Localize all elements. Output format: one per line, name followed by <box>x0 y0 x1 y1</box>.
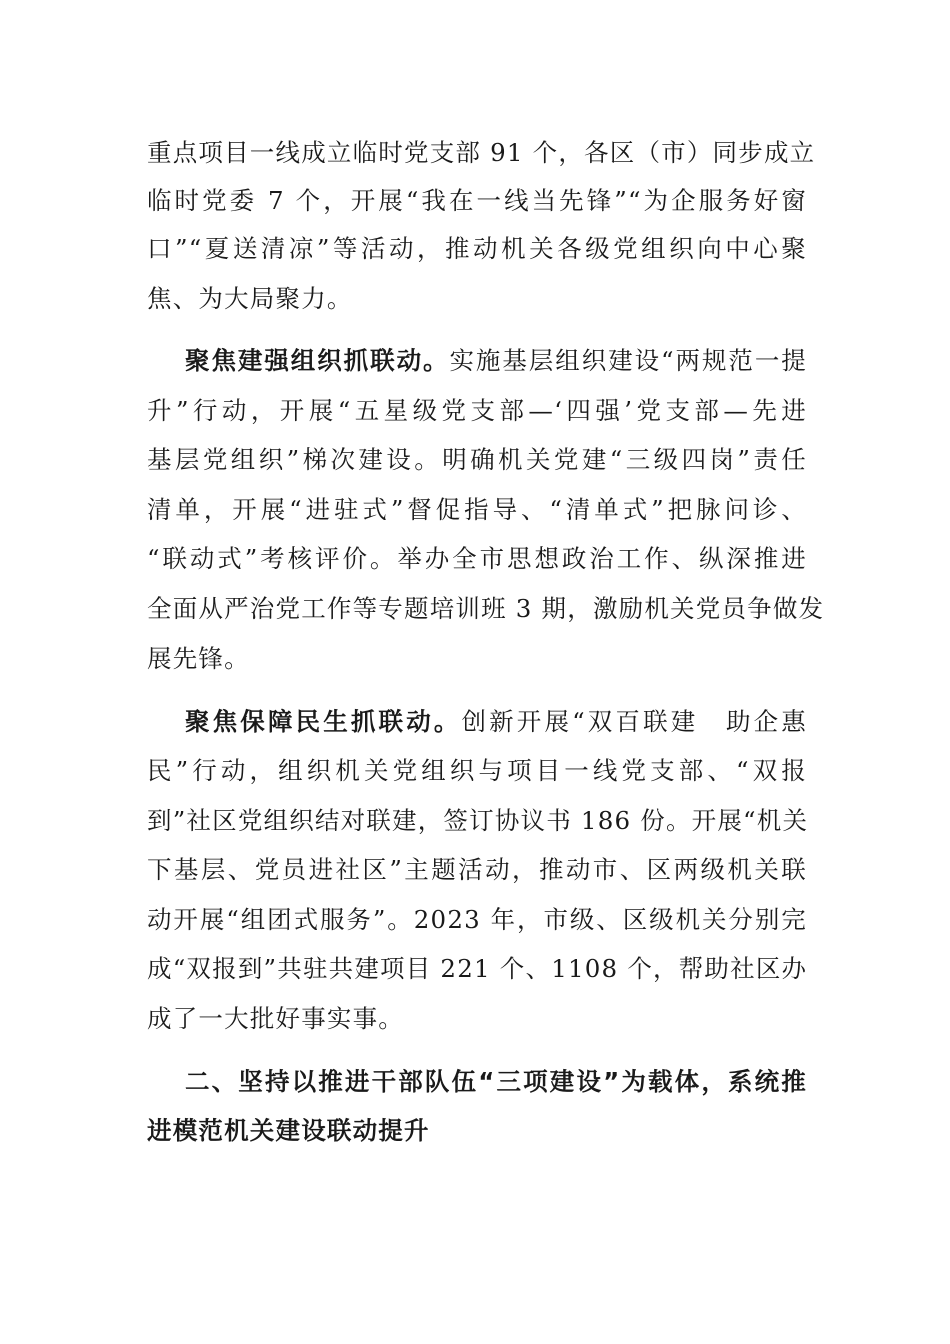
paragraph-line: 升”行动，开展“五星级党支部—‘四强’党支部—先进 <box>147 396 807 425</box>
paragraph-text: 实施基层组织建设“两规范一提 <box>449 346 807 375</box>
paragraph-line: 全面从严治党工作等专题培训班 3 期，激励机关党员争做发 <box>147 594 825 623</box>
paragraph-line: 清单，开展“进驻式”督促指导、“清单式”把脉问诊、 <box>147 495 807 524</box>
paragraph-line: 临时党委 7 个，开展“我在一线当先锋”“为企服务好窗 <box>147 186 807 215</box>
paragraph-lead: 聚焦建强组织抓联动。 <box>185 346 450 375</box>
paragraph-text: 创新开展“双百联建 助企惠 <box>461 707 808 736</box>
paragraph-line: 展先锋。 <box>147 644 250 673</box>
paragraph-line: 民”行动，组织机关党组织与项目一线党支部、“双报 <box>147 756 807 785</box>
paragraph-line: 基层党组织”梯次建设。明确机关党建“三级四岗”责任 <box>147 445 807 474</box>
paragraph-line: 成“双报到”共驻共建项目 221 个、1108 个，帮助社区办 <box>147 954 808 983</box>
paragraph-line: 重点项目一线成立临时党支部 91 个，各区（市）同步成立 <box>147 138 816 167</box>
paragraph-line: 到”社区党组织结对联建，签订协议书 186 份。开展“机关 <box>147 806 809 835</box>
section-heading: 进模范机关建设联动提升 <box>147 1116 430 1145</box>
paragraph-first-line <box>147 344 807 378</box>
paragraph-line: 口”“夏送清凉”等活动，推动机关各级党组织向中心聚 <box>147 234 807 263</box>
paragraph-line: 动开展“组团式服务”。2023 年，市级、区级机关分别完 <box>147 905 807 934</box>
section-heading: 二、坚持以推进干部队伍“三项建设”为载体，系统推 <box>185 1067 807 1096</box>
paragraph-first-line <box>147 705 807 739</box>
paragraph-lead: 聚焦保障民生抓联动。 <box>185 707 462 736</box>
paragraph-line: “联动式”考核评价。举办全市思想政治工作、纵深推进 <box>147 544 807 573</box>
paragraph-line: 下基层、党员进社区”主题活动，推动市、区两级机关联 <box>147 855 807 884</box>
paragraph-line: 焦、为大局聚力。 <box>147 284 353 313</box>
paragraph-line: 成了一大批好事实事。 <box>147 1004 404 1033</box>
